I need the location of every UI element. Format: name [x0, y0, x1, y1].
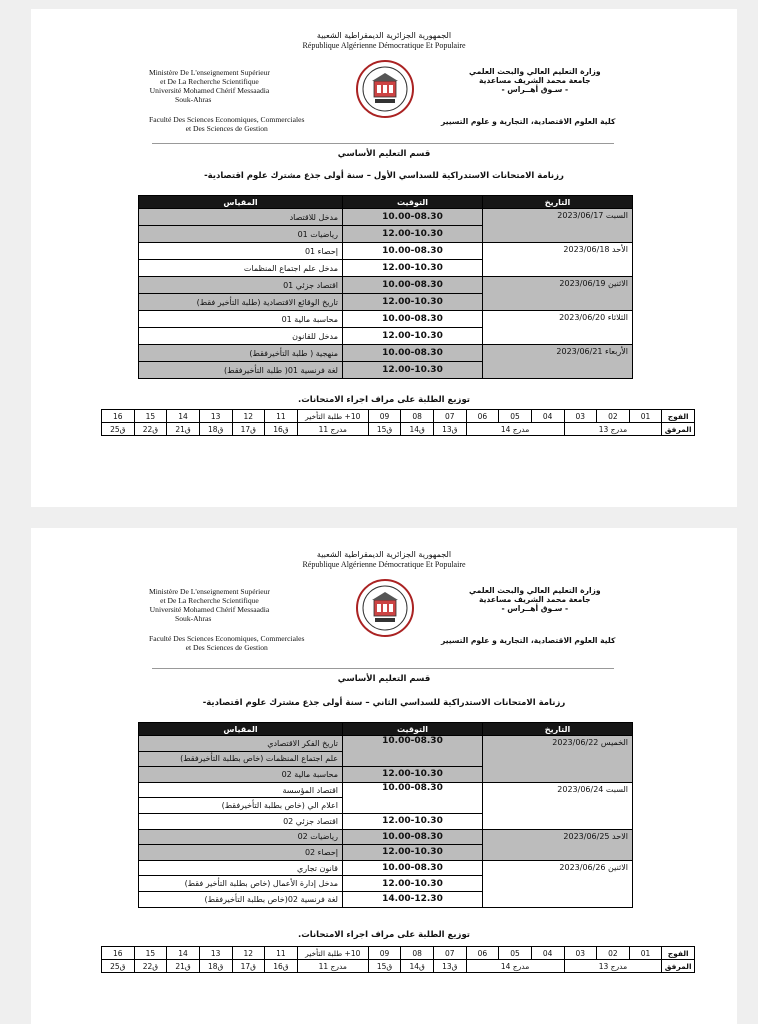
exam-row [139, 277, 633, 294]
time-cell: 10.00-08.30 [343, 829, 483, 845]
time-cell: 12.00-10.30 [343, 260, 483, 277]
date-cell: السبت 2023/06/24 [483, 782, 633, 829]
faculty-line-2: et Des Sciences de Gestion [185, 124, 268, 133]
group-cell: 05 [499, 410, 532, 423]
date-cell: الأحد 2023/06/18 [483, 243, 633, 277]
subject-cell: رياضيات 01 [139, 226, 343, 243]
room-distribution-table [101, 409, 695, 436]
row-label-group: الفوج [662, 947, 695, 960]
time-cell: 10.00-08.30 [343, 243, 483, 260]
room-cell: مدرج 14 [466, 960, 564, 973]
ministry-block-fr [149, 68, 270, 104]
time-cell: 10.00-08.30 [343, 736, 483, 767]
date-cell: الاثنين 2023/06/19 [483, 277, 633, 311]
exam-row [139, 782, 633, 798]
french-republic-title: République Algérienne Démocratique Et Populaire [302, 41, 466, 50]
group-cell: 12 [232, 947, 265, 960]
group-cell: 16 [102, 410, 135, 423]
university-line: Université Mohamed Chérif Messaadia [149, 86, 270, 95]
row-label-group: الفوج [662, 410, 695, 423]
subject-cell: اقتصاد المؤسسة [139, 782, 343, 798]
header-time: التوقيت [343, 723, 483, 736]
header-subject: المقياس [139, 196, 343, 209]
date-cell: الأربعاء 2023/06/21 [483, 345, 633, 379]
city-line-ar: - سـوق أهــراس - [501, 604, 569, 613]
exam-schedule-table [138, 195, 633, 379]
ministry-block-ar [469, 586, 601, 613]
group-cell: 13 [199, 410, 232, 423]
research-line: et De La Recherche Scientifique [160, 77, 259, 86]
university-line-ar: جامعة محمد الشريف مساعدية [479, 76, 591, 85]
date-cell: الثلاثاء 2023/06/20 [483, 311, 633, 345]
room-cell: ق13 [434, 960, 467, 973]
exam-schedule-table [138, 722, 633, 908]
ministry-block-fr [149, 587, 270, 623]
document-page-1 [31, 9, 737, 507]
room-cell: ق16 [265, 423, 298, 436]
room-distribution-table [101, 946, 695, 973]
room-cell: ق21 [167, 423, 200, 436]
group-cell: 01 [629, 410, 662, 423]
time-cell: 14.00-12.30 [343, 891, 483, 907]
subject-cell: إحصاء 02 [139, 845, 343, 861]
exam-row [139, 311, 633, 328]
room-cell: ق15 [368, 960, 401, 973]
ministry-line: Ministère De L'enseignement Supérieur [149, 587, 270, 596]
time-cell: 10.00-08.30 [343, 277, 483, 294]
time-cell: 10.00-08.30 [343, 782, 483, 813]
time-cell: 12.00-10.30 [343, 362, 483, 379]
group-cell: 10+ طلبة التأخير [297, 947, 368, 960]
exam-row [139, 829, 633, 845]
university-line: Université Mohamed Chérif Messaadia [149, 605, 270, 614]
group-cell: 09 [368, 410, 401, 423]
research-line: et De La Recherche Scientifique [160, 596, 259, 605]
department-title: قسم التعليم الأساسي [337, 149, 431, 159]
group-cell: 16 [102, 947, 135, 960]
room-cell: ق16 [265, 960, 298, 973]
time-cell: 12.00-10.30 [343, 226, 483, 243]
group-cell: 03 [564, 410, 597, 423]
group-cell: 08 [401, 947, 434, 960]
row-label-room: المرفق [662, 423, 695, 436]
time-cell: 10.00-08.30 [343, 209, 483, 226]
exam-row [139, 243, 633, 260]
university-logo [355, 59, 415, 119]
faculty-block-fr [149, 634, 304, 652]
ministry-line-ar: وزارة التعليم العالي والبحث العلمي [469, 67, 601, 76]
room-cell: ق14 [401, 423, 434, 436]
header-time: التوقيت [343, 196, 483, 209]
room-cell: ق17 [232, 423, 265, 436]
date-cell: الاثنين 2023/06/26 [483, 860, 633, 907]
group-cell: 11 [265, 947, 298, 960]
city-line: Souk-Ahras [175, 614, 212, 623]
group-cell: 07 [434, 947, 467, 960]
room-cell: ق22 [134, 960, 167, 973]
city-line-ar: - سـوق أهــراس - [501, 85, 569, 94]
schedule-title: رزنامة الامتحانات الاستدراكية للسداسي الأول – سنة أولى جذع مشترك علوم اقتصادية- [204, 171, 564, 181]
french-republic-title: République Algérienne Démocratique Et Populaire [302, 560, 466, 569]
room-cell: ق18 [199, 960, 232, 973]
faculty-line-ar: كلية العلوم الاقتصادية، التجارية و علوم التسيير [441, 117, 616, 126]
header-divider [152, 143, 614, 144]
time-cell: 12.00-10.30 [343, 767, 483, 783]
exam-row [139, 860, 633, 876]
subject-cell: مدخل إدارة الأعمال (خاص بطلبة التأخير فقط) [139, 876, 343, 892]
header-date: التاريخ [483, 723, 633, 736]
subject-cell: مدخل للاقتصاد [139, 209, 343, 226]
group-cell: 10+ طلبة التأخير [297, 410, 368, 423]
group-cell: 04 [531, 410, 564, 423]
subject-cell: علم اجتماع المنظمات (خاص بطلبة التأخيرفقط) [139, 751, 343, 767]
room-cell: ق22 [134, 423, 167, 436]
row-label-room: المرفق [662, 960, 695, 973]
university-line-ar: جامعة محمد الشريف مساعدية [479, 595, 591, 604]
subject-cell: لغة فرنسية 02(خاص بطلبة التأخيرفقط) [139, 891, 343, 907]
subject-cell: إحصاء 01 [139, 243, 343, 260]
ministry-block-ar [469, 67, 601, 94]
room-cell: ق13 [434, 423, 467, 436]
header-date: التاريخ [483, 196, 633, 209]
group-cell: 03 [564, 947, 597, 960]
department-title: قسم التعليم الأساسي [337, 674, 431, 684]
group-cell: 08 [401, 410, 434, 423]
time-cell: 12.00-10.30 [343, 876, 483, 892]
subject-cell: مدخل علم اجتماع المنظمات [139, 260, 343, 277]
ministry-line: Ministère De L'enseignement Supérieur [149, 68, 270, 77]
group-cell: 12 [232, 410, 265, 423]
subject-cell: لغة فرنسية 01( طلبة التأخيرفقط) [139, 362, 343, 379]
group-cell: 11 [265, 410, 298, 423]
subject-cell: رياضيات 02 [139, 829, 343, 845]
group-cell: 02 [597, 410, 630, 423]
subject-cell: مدخل للقانون [139, 328, 343, 345]
subject-cell: اقتصاد جزئي 01 [139, 277, 343, 294]
group-cell: 01 [629, 947, 662, 960]
distribution-title: توزيع الطلبة على مراف اجراء الامتحانات. [298, 930, 470, 940]
subject-cell: محاسبة مالية 01 [139, 311, 343, 328]
group-cell: 15 [134, 410, 167, 423]
faculty-line: Faculté Des Sciences Economiques, Commerciales [149, 634, 305, 643]
header-divider [152, 668, 614, 669]
group-cell: 05 [499, 947, 532, 960]
time-cell: 12.00-10.30 [343, 294, 483, 311]
group-cell: 07 [434, 410, 467, 423]
exam-row [139, 345, 633, 362]
room-cell: ق15 [368, 423, 401, 436]
ministry-line-ar: وزارة التعليم العالي والبحث العلمي [469, 586, 601, 595]
room-cell: مدرج 14 [466, 423, 564, 436]
room-cell: ق21 [167, 960, 200, 973]
group-cell: 15 [134, 947, 167, 960]
date-cell: الخميس 2023/06/22 [483, 736, 633, 783]
faculty-line-ar: كلية العلوم الاقتصادية، التجارية و علوم التسيير [441, 636, 616, 645]
subject-cell: قانون تجاري [139, 860, 343, 876]
arabic-republic-title: الجمهورية الجزائرية الديمقراطية الشعبية [316, 550, 452, 559]
room-cell: ق17 [232, 960, 265, 973]
room-cell: ق18 [199, 423, 232, 436]
room-cell: مدرج 11 [297, 423, 368, 436]
faculty-block-fr [149, 115, 304, 133]
subject-cell: اعلام الي (خاص بطلبة التأخيرفقط) [139, 798, 343, 814]
faculty-line: Faculté Des Sciences Economiques, Commerciales [149, 115, 305, 124]
time-cell: 10.00-08.30 [343, 860, 483, 876]
room-cell: مدرج 11 [297, 960, 368, 973]
schedule-title: رزنامة الامتحانات الاستدراكية للسداسي الثاني – سنة أولى جذع مشترك علوم اقتصادية- [202, 698, 566, 708]
time-cell: 10.00-08.30 [343, 311, 483, 328]
subject-cell: منهجية ( طلبة التأخيرفقط) [139, 345, 343, 362]
group-cell: 06 [466, 410, 499, 423]
group-cell: 09 [368, 947, 401, 960]
room-cell: ق14 [401, 960, 434, 973]
city-line: Souk-Ahras [175, 95, 212, 104]
time-cell: 10.00-08.30 [343, 345, 483, 362]
exam-row [139, 736, 633, 752]
group-cell: 02 [597, 947, 630, 960]
distribution-title: توزيع الطلبة على مراف اجراء الامتحانات. [298, 395, 470, 405]
group-cell: 06 [466, 947, 499, 960]
date-cell: السبت 2023/06/17 [483, 209, 633, 243]
subject-cell: تاريخ الفكر الاقتصادي [139, 736, 343, 752]
subject-cell: اقتصاد جزئي 02 [139, 813, 343, 829]
time-cell: 12.00-10.30 [343, 845, 483, 861]
group-cell: 14 [167, 410, 200, 423]
group-cell: 04 [531, 947, 564, 960]
group-cell: 14 [167, 947, 200, 960]
date-cell: الاحد 2023/06/25 [483, 829, 633, 860]
room-cell: مدرج 13 [564, 423, 662, 436]
arabic-republic-title: الجمهورية الجزائرية الديمقراطية الشعبية [316, 31, 452, 40]
subject-cell: تاريخ الوقائع الاقتصادية (طلبة التأخير فقط) [139, 294, 343, 311]
room-cell: مدرج 13 [564, 960, 662, 973]
room-cell: ق25 [102, 960, 135, 973]
time-cell: 12.00-10.30 [343, 813, 483, 829]
exam-row [139, 209, 633, 226]
header-subject: المقياس [139, 723, 343, 736]
group-cell: 13 [199, 947, 232, 960]
faculty-line-2: et Des Sciences de Gestion [185, 643, 268, 652]
subject-cell: محاسبة مالية 02 [139, 767, 343, 783]
document-page-2 [31, 528, 737, 1024]
time-cell: 12.00-10.30 [343, 328, 483, 345]
university-logo [355, 578, 415, 638]
room-cell: ق25 [102, 423, 135, 436]
